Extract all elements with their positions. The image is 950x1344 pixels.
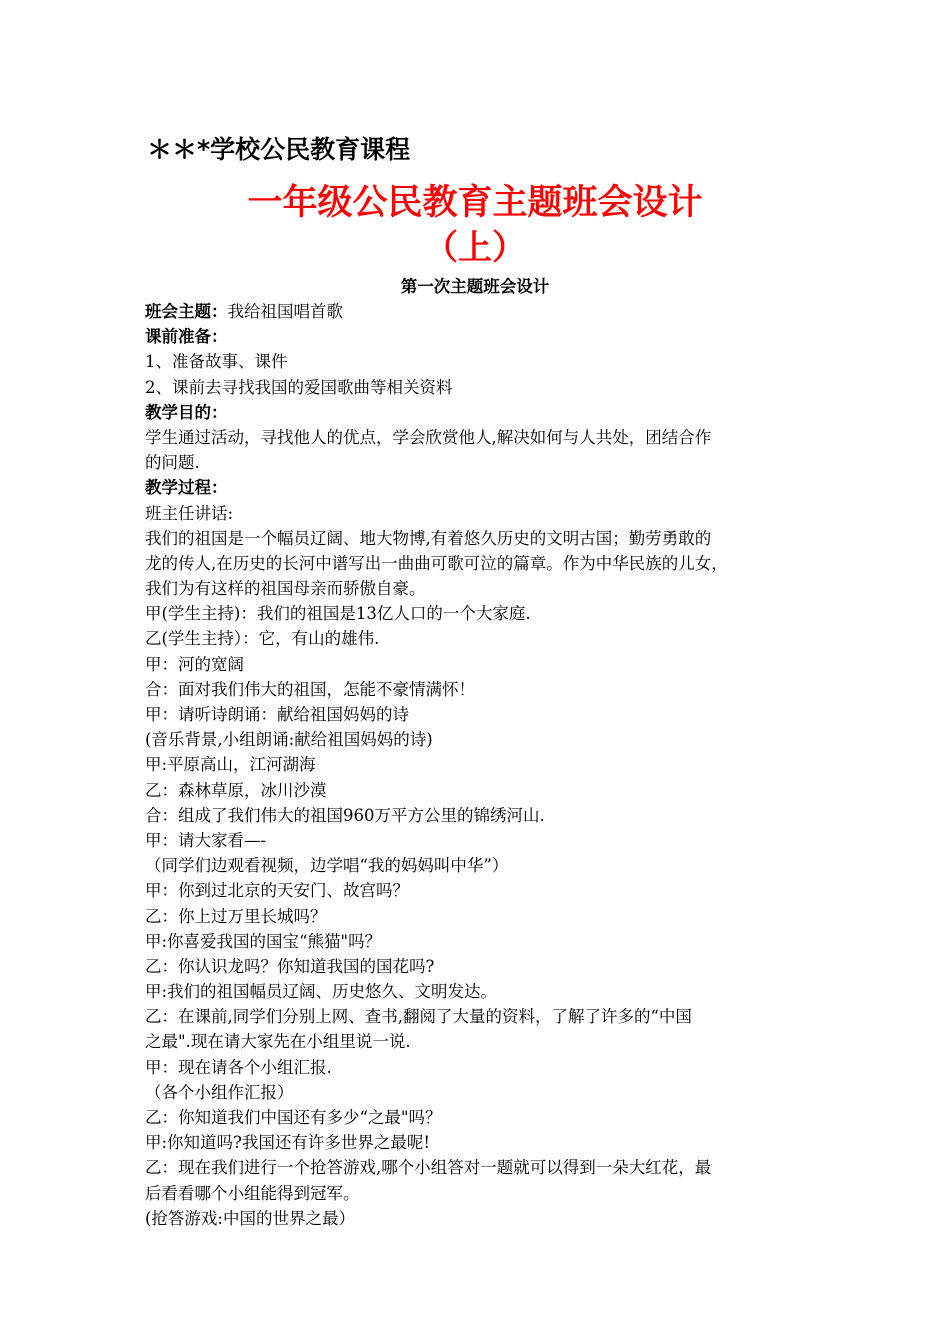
process-line: (音乐背景,小组朗诵:献给祖国妈妈的诗) <box>145 730 433 750</box>
process-line: 甲：请大家看—- <box>145 830 267 850</box>
process-line: 乙：你上过万里长城吗？ <box>145 906 327 926</box>
process-line: 之最".现在请大家先在小组里说一说. <box>145 1032 411 1052</box>
theme-line <box>145 299 815 324</box>
process-line: 甲:你喜爱我国的国宝“熊猫"吗？ <box>145 931 382 951</box>
prep-item: 2、课前去寻找我国的爱国歌曲等相关资料 <box>145 377 453 397</box>
process-line: 我们的祖国是一个幅员辽阔、地大物博,有着悠久历史的文明古国；勤劳勇敢的 <box>145 528 712 548</box>
process-line: 甲:我们的祖国幅员辽阔、历史悠久、文明发达。 <box>145 982 498 1002</box>
process-line: 我们为有这样的祖国母亲而骄傲自豪。 <box>145 579 426 599</box>
process-line: 后看看哪个小组能得到冠军。 <box>145 1183 360 1203</box>
process-line: 乙(学生主持）：它，有山的雄伟. <box>145 629 380 649</box>
process-line: 甲(学生主持)：我们的祖国是13亿人口的一个大家庭. <box>145 604 531 624</box>
prep-item: 1、准备故事、课件 <box>145 352 288 372</box>
theme-label: 班会主题： <box>145 302 228 321</box>
school-course-label: ＊＊*学校公民教育课程 <box>147 135 411 164</box>
prep-heading: 课前准备： <box>145 327 228 347</box>
process-line: 甲:你知道吗?我国还有许多世界之最呢! <box>145 1133 431 1153</box>
process-line: 乙：森林草原，冰川沙漠 <box>145 780 327 800</box>
process-line: 班主任讲话: <box>145 503 234 523</box>
process-line: 乙：现在我们进行一个抢答游戏,哪个小组答对一题就可以得到一朵大红花，最 <box>145 1158 712 1178</box>
process-line: 甲：你到过北京的天安门、故宫吗？ <box>145 881 409 901</box>
goal-heading: 教学目的： <box>145 402 228 422</box>
theme-value: 我给祖国唱首歌 <box>227 302 343 321</box>
process-line: 合：面对我们伟大的祖国，怎能不豪情满怀！ <box>145 679 475 699</box>
process-line: 乙：你知道我们中国还有多少“之最"吗？ <box>145 1108 442 1127</box>
section-title: 第一次主题班会设计 <box>400 277 550 296</box>
process-line: (抢答游戏:中国的世界之最） <box>145 1208 355 1228</box>
process-line: （各个小组作汇报） <box>145 1082 294 1102</box>
process-line: 甲：河的宽阔 <box>145 654 244 674</box>
process-line: 龙的传人,在历史的长河中谱写出一曲曲可歌可泣的篇章。作为中华民族的儿女， <box>145 553 728 573</box>
process-line: 甲：请听诗朗诵：献给祖国妈妈的诗 <box>145 705 409 724</box>
process-line: 甲：现在请各个小组汇报. <box>145 1057 332 1077</box>
main-title: 一年级公民教育主题班会设计 <box>247 183 703 223</box>
document-body <box>145 299 815 1231</box>
process-line: 乙：你认识龙吗？你知道我国的国花吗? <box>145 956 435 976</box>
process-heading: 教学过程： <box>145 478 228 498</box>
process-line: （同学们边观看视频，边学唱“我的妈妈叫中华”） <box>145 856 509 876</box>
process-line: 甲:平原高山，江河湖海 <box>145 755 316 775</box>
goal-line: 的问题. <box>145 453 200 473</box>
goal-line: 学生通过活动，寻找他人的优点，学会欣赏他人,解决如何与人共处，团结合作 <box>145 427 712 447</box>
sub-title: （上） <box>424 228 526 268</box>
process-line: 合：组成了我们伟大的祖国960万平方公里的锦绣河山. <box>145 805 545 825</box>
process-line: 乙：在课前,同学们分别上网、查书,翻阅了大量的资料，了解了许多的“中国 <box>145 1007 692 1027</box>
